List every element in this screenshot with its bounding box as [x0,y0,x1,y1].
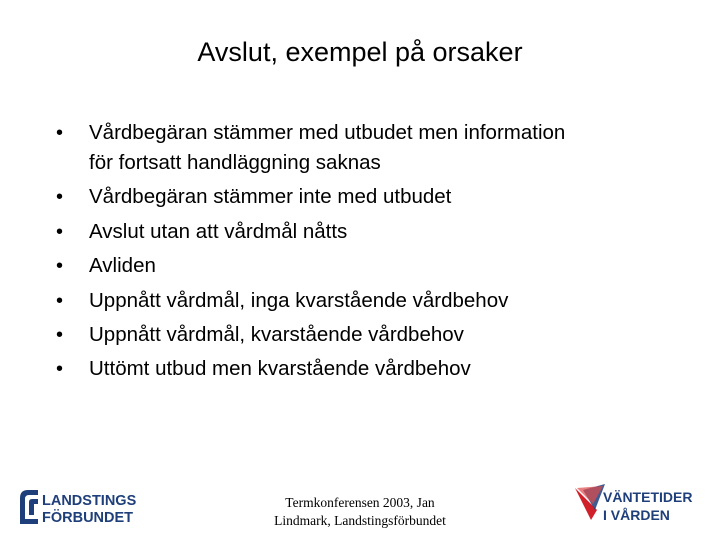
bullet-dot: • [56,255,64,278]
bullet-dot: • [56,289,64,312]
vantetider-logo [573,480,701,530]
vantetider-check-icon [575,484,605,520]
bullet-text: Avslut utan att vårdmål nåtts [89,219,348,243]
landstingsforbundet-mark-icon [20,490,38,524]
bullet-item [56,251,676,281]
bullet-dot: • [56,323,64,346]
bullet-item [56,286,676,316]
bullet-item [56,354,676,384]
bullet-text: Uttömt utbud men kvarstående vårdbehov [89,357,471,381]
logo-left-line2: FÖRBUNDET [42,510,134,526]
bullet-text: Vårdbegäran stämmer med utbudet men information [89,121,566,144]
bullet-dot: • [56,122,64,144]
bullet-dot: • [56,186,64,209]
footer-citation [240,494,480,530]
bullet-text: Uppnått vårdmål, kvarstående vårdbehov [89,322,464,346]
bullet-text-cont: för fortsatt handläggning saknas [89,151,381,174]
bullet-item [56,320,676,350]
landstingsforbundet-logo [16,486,161,526]
bullet-text: Uppnått vårdmål, inga kvarstående vårdbehov [89,288,509,312]
bullet-text: Avliden [89,254,156,278]
logo-right-line2: I VÅRDEN [603,507,670,523]
bullet-item [56,217,676,247]
logo-right-line1: VÄNTETIDER [603,489,693,505]
bullet-item [56,182,676,212]
logo-left-line1: LANDSTINGS [42,493,137,509]
bullet-dot: • [56,358,64,381]
bullet-dot: • [56,220,64,243]
bullet-text: Vårdbegäran stämmer inte med utbudet [89,185,452,209]
bullet-list [56,118,676,389]
slide-title: Avslut, exempel på orsaker [197,37,523,67]
bullet-item [56,118,676,178]
footer-line1: Termkonferensen 2003, Jan [285,495,435,510]
footer-line2: Lindmark, Landstingsförbundet [274,513,446,528]
